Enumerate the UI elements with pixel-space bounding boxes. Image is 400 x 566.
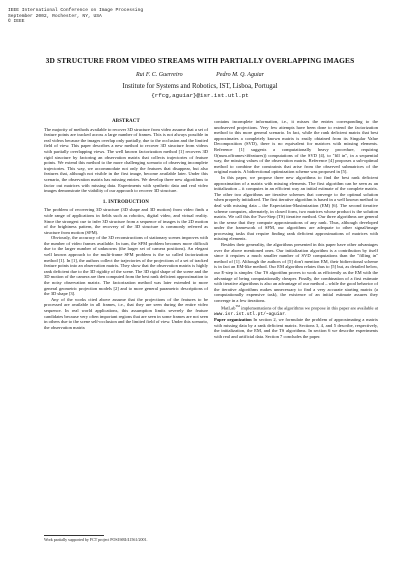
author-1: Rui F. C. Guerreiro (136, 72, 183, 78)
trademark-mark: TM (235, 303, 240, 308)
conference-name: IEEE International Conference on Image Processing (8, 8, 144, 13)
paper-organization-text: In section 2, we formulate the problem of approximating a matrix with missing data by a rank deficient matrix. Sections 3, 4, and 5 describe, respectively, the initialization, the EM, and the TS algorithms. In section 6 we describe experiments with real and artificial data. Section 7 concludes the paper. (214, 317, 378, 340)
intro-paragraph-2: Obviously, the accuracy of the 3D reconstructions of stationary scenes improves with the number of video frames available. In turn, the SFM problem becomes more difficult due to the larger number of unknowns (the larger set of camera positions). An elegant well known approach to the multi-frame SFM problem is the so called factorization method [1]. In [1], the authors collect the trajectories of the projections of a set of tracked feature points into an observation matrix. They show that the observation matrix is highly rank deficient due to the 3D rigidity of the scene. The 3D rigid shape of the scene and the 3D motion of the camera are then computed from the best rank deficient approximation to the noisy observation matrix. The factorization method was later extended to more general geometric projection models [2] and to more general parametric descriptions of the 3D shape [3]. (44, 235, 208, 297)
funding-footnote: Work partially supported by FCT project POSI/SRI/41561/2001. (44, 537, 148, 542)
matlab-paragraph (214, 304, 378, 318)
footnote-divider (44, 535, 104, 536)
abstract-text: The majority of methods available to recover 3D structure from video assume that a set of feature points are tracked across a large number of frames. This is not always possible in real videos because the images overlap only partially, due to the occlusion and the limited field of view. This paper describes a new method to recover 3D structure from videos with partially overlapping views. The well known factorization method [1] recovers 3D rigid structure by factoring an observation matrix that collects trajectories of feature points. We extend this method to the more challenging scenario of observing incomplete trajectories. This way, we accommodate not only the features that disappear, but also features that, although not visible in the first image, become available later. Under this scenario, the observation matrix has missing entries. We develop three new algorithms to factor out matrices with missing data. Experiments with synthetic data and real video images demonstrate the viability of our approach to recover 3D structure. (44, 126, 208, 194)
abstract-heading: ABSTRACT (112, 119, 140, 124)
copyright-notice: © IEEE (8, 19, 25, 25)
matlab-end: . (284, 310, 287, 316)
conference-header (8, 8, 143, 25)
code-url-link[interactable]: www.isr.ist.utl.pt/~aguiar (214, 311, 285, 317)
intro-paragraph-3: Any of the works cited above assume that the projections of the features to be processed are available in all frames, i.e., that they are seen during the entire video sequence. In real world applications, this assumption limits severely the feature candidates because very often important regions that are seen in some frames are not seen in others due to the scene self-occlusion and the limited field of view. Under this scenario, the observation matrix (44, 296, 208, 330)
conference-date-place: September 2002, Rochester, NY, USA (8, 13, 102, 19)
right-paragraph-3: Besides their generality, the algorithms presented in this paper have other advantages over the above mentioned ones. Our initialization algorithm is a contribution by itself since it requires a much smaller number of SVD computations than the "filling in" method of [1]. Although the authors of [5] don't mention EM, their bidirectional scheme is in fact an EM-like method. Our EM algorithm relates thus to [5] but, as detailed below, our E-step is simpler. Our TS algorithm proves to work as efficiently as the EM with the advantage of being computationally cheaper. Finally, the combination of a first estimate with iterative algorithms is also an advantage of our method – while the good behavior of the iterative algorithms makes unnecessary to find a very accurate starting matrix (a computationally expensive task), the existence of an initial estimate assures they converge in a few iterations. (214, 242, 378, 303)
matlab-label: MatLab (221, 305, 236, 311)
intro-paragraph-1: The problem of recovering 3D structure (3D shape and 3D motion) from video finds a wide range of applications in fields such as robotics, digital video, and virtual reality. Since the strongest cue to infer 3D structure from a sequence of images is the 2D motion of the brightness pattern, the recovery of the 3D structure is commonly referred as structure from motion (SFM). (44, 207, 208, 235)
author-2: Pedro M. Q. Aguiar (216, 72, 264, 78)
right-paragraph-2: In this paper, we propose three new algorithms to find the best rank deficient approximation of a matrix with missing elements. The first algorithm can be seen as an initialization – it computes in an efficient way an initial estimate of the complete matrix. The other two algorithms are iterative schemes that converge to the optimal solution when properly initialized. The first iterative algorithm is based in a well known method to deal with missing data – the Expectation-Maximization (EM) [6]. The second iterative scheme computes, alternately, in closed form, two matrices whose product is the solution matrix. We call this the Two-Step (TS) iterative method. Our three algorithms are general in the sense that they compute approximations of any rank. Thus, although developed under the framework of SFM, our algorithms are adequate to other signal/image processing tasks that require finding rank deficient approximations of matrices with missing elements. (214, 174, 378, 242)
paper-title: 3D STRUCTURE FROM VIDEO STREAMS WITH PARTIALLY OVERLAPPING IMAGES (45, 56, 355, 65)
paper-organization-label: Paper organization (214, 317, 252, 323)
author-list (0, 72, 400, 78)
matlab-text: implementations of the algorithms we propose in this paper are available at (239, 305, 378, 311)
paper-organization-paragraph (214, 317, 378, 339)
introduction-heading: 1. INTRODUCTION (102, 199, 150, 205)
left-column (44, 119, 208, 330)
affiliation: Institute for Systems and Robotics, IST, Lisboa, Portugal (122, 83, 278, 90)
right-paragraph-1: contains incomplete information, i.e., it misses the entries corresponding to the unobserved projections. Very few attempts have been done to extend the factorization method to this more general scenario. In fact, while the rank deficient matrix that best approximates a completely known matrix is easily obtained from its Singular Value Decomposition (SVD), there is no equivalent for matrices with missing elements. Reference [1] suggests a computationally heavy procedure, requiring O(num.offrames×#features)) computations of the SVD [4], to "fill in", in a sequential way, the missing values of the observation matrix. Reference [4] proposes a sub-optimal method to combine the constraints that arise from the observed submatrices of the original matrix. A bidirectional optimization scheme was proposed in [5]. (214, 119, 378, 175)
author-email: {rfcg,aguiar}@isr.ist.utl.pt (151, 92, 249, 99)
right-column (214, 119, 378, 340)
